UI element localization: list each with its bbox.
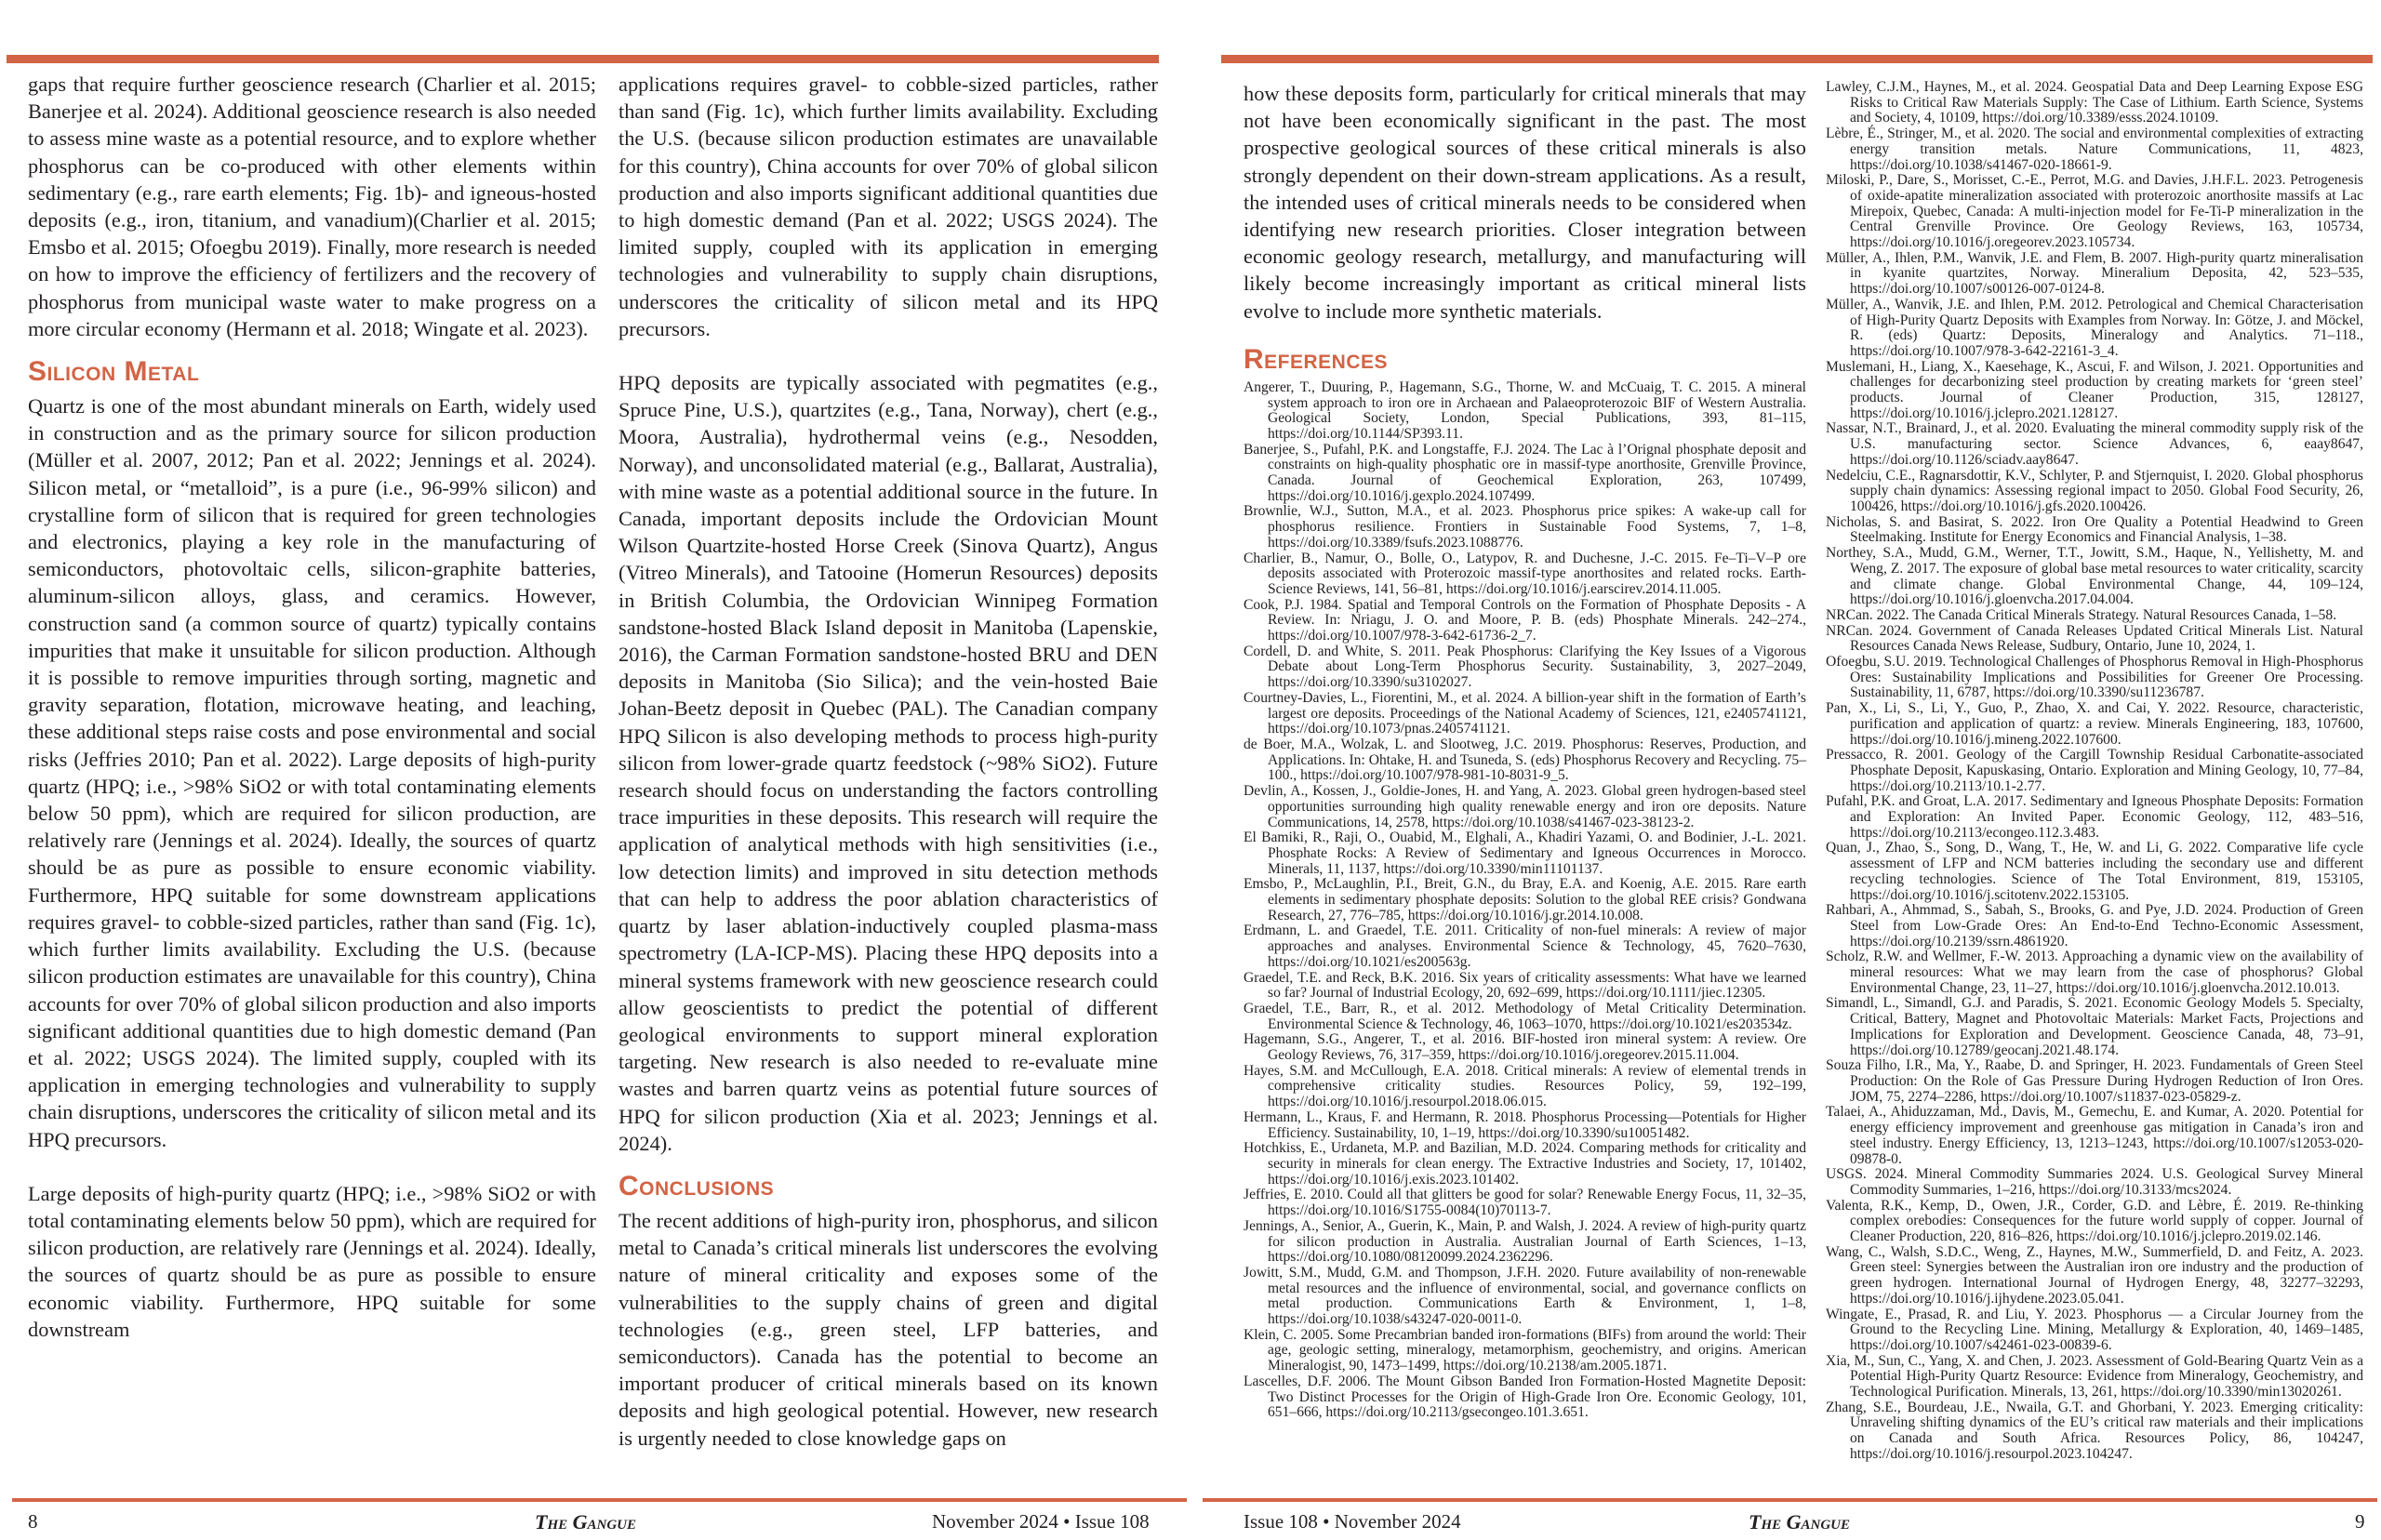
reference-item: Scholz, R.W. and Wellmer, F.-W. 2013. Approaching a dynamic view on the availability of mineral resources: What we may learn from the case of phosphorus? Global Environmental Change, 23, 11–27, https://doi.org/10.1016/j.gloenvcha.2012.10.013.	[1826, 949, 2363, 996]
reference-item: Pufahl, P.K. and Groat, L.A. 2017. Sedimentary and Igneous Phosphate Deposits: Formation and Exploration: An Invited Paper. Economic Geology, 112, 483–516, https://doi.org/10.2113/econgeo.112.3.483.	[1826, 793, 2363, 841]
publication-name: The Gangue	[1749, 1510, 1851, 1533]
section-heading-references: References	[1244, 343, 1389, 375]
paragraph-silicon-1: Quartz is one of the most abundant minerals on Earth, widely used in construction and as the primary source for silicon production (Müller et al. 2007, 2012; Pan et al. 2022; Jennings et al. 2024). Silicon metal, or “metalloid”, is a pure (i.e., 96-99% silicon) and crystalline form of silicon that is required for green technologies and electronics, playing a key role in the manufacturing of semiconductors, photovoltaic cells, silicon-graphite batteries, aluminum-silicon alloys, glass, and ceramics. However, construction sand (a common source of quartz) typically contains impurities that make it unsuitable for silicon production. Although it is possible to remove impurities through sorting, magnetic and gravity separation, flotation, microwave heating, and leaching, these additional steps raise costs and pose environmental and social risks (Jeffries 2010; Pan et al. 2022). Large deposits of high-purity quartz (HPQ; i.e., >98% SiO2 or with total contaminating elements below 50 ppm), which are required for silicon production, are relatively rare (Jennings et al. 2024). Ideally, the sources of quartz should be as pure as possible to ensure economic viability. Furthermore, HPQ suitable for some downstream applications requires gravel- to cobble-sized particles, rather than sand (Fig. 1c), which further limits availability. Excluding the U.S. (because silicon production estimates are unavailable for this country), China accounts for over 70% of global silicon production and also imports significant additional quantities due to high domestic demand (Pan et al. 2022; USGS 2024). The limited supply, coupled with its application in emerging technologies and vulnerability to supply chain disruptions, underscores the criticality of silicon metal and its HPQ precursors.	[28, 394, 596, 1151]
page-8	[0, 0, 1190, 1540]
reference-item: Klein, C. 2005. Some Precambrian banded iron-formations (BIFs) from around the world: Their age, geologic setting, mineralogy, metamorphism, geochemistry, and origins. American Mineralogist, 90, 1473–1499, https://doi.org/10.2138/am.2005.1871.	[1244, 1326, 1806, 1374]
reference-list	[1244, 380, 1806, 1421]
reference-item: Graedel, T.E. and Reck, B.K. 2016. Six years of criticality assessments: What have we learned so far? Journal of Industrial Ecology, 20, 692–699, https://doi.org/10.1111/jiec.12305.	[1244, 969, 1806, 1002]
reference-item: Talaei, A., Ahiduzzaman, Md., Davis, M., Gemechu, E. and Kumar, A. 2020. Potential for energy efficiency improvement and greenhouse gas mitigation in Canada’s iron and steel industry. Energy Efficiency, 13, 1213–1243, https://doi.org/10.1007/s12053-020-09878-0.	[1826, 1104, 2363, 1167]
publication-name: The Gangue	[535, 1510, 637, 1533]
reference-item: Graedel, T.E., Barr, R., et al. 2012. Methodology of Metal Criticality Determination. Environmental Science & Technology, 46, 1063–1070, https://doi.org/10.1021/es203534z.	[1244, 1000, 1806, 1032]
paragraph-conclusions: The recent additions of high-purity iron, phosphorus, and silicon metal to Canada’s critical minerals list underscores the evolving nature of mineral criticality and exposes some of the vulnerabilities to the supply chains of green and digital technologies (e.g., green steel, LFP batteries, and semiconductors). Canada has the potential to become an important producer of critical minerals based on its known deposits and high geological potential. However, new research is urgently needed to close knowledge gaps on	[619, 1208, 1158, 1450]
reference-item: Angerer, T., Duuring, P., Hagemann, S.G., Thorne, W. and McCuaig, T. C. 2015. A mineral system approach to iron ore in Archaean and Palaeoproterozoic BIF of Western Australia. Geological Society, London, Special Publications, 393, 81–115, https://doi.org/10.1144/SP393.11.	[1244, 378, 1806, 442]
paragraph-silicon-2: Large deposits of high-purity quartz (HPQ; i.e., >98% SiO2 or with total contaminating elements below 50 ppm), which are required for silicon production, are relatively rare (Jennings et al. 2024). Ideally, the sources of quartz should be as pure as possible to ensure economic viability. Furthermore, HPQ suitable for some downstream	[28, 1181, 596, 1341]
paragraph-phosphorus-research: gaps that require further geoscience research (Charlier et al. 2015; Banerjee et al. 2024). Additional geoscience research is also needed to assess mine waste as a potential resource, and to explore whether phosphorus can be co-produced with other elements within sedimentary (e.g., rare earth elements; Fig. 1b)- and igneous-hosted deposits (e.g., iron, titanium, and vanadium)(Charlier et al. 2015; Emsbo et al. 2015; Ofoegbu 2019). Finally, more research is needed on how to improve the efficiency of fertilizers and the recovery of phosphorus from municipal waste water to make progress on a more circular economy (Hermann et al. 2018; Wingate et al. 2023).	[28, 73, 596, 340]
column-2	[619, 71, 1158, 1452]
reference-item: Devlin, A., Kossen, J., Goldie-Jones, H. and Yang, A. 2023. Global green hydrogen-based steel opportunities surrounding high quality renewable energy and iron ore deposits. Nature Communications, 14, 2578, https://doi.org/10.1038/s41467-023-38123-2.	[1244, 783, 1806, 830]
reference-item: Hotchkiss, E., Urdaneta, M.P. and Bazilian, M.D. 2024. Comparing methods for criticality and security in minerals for clean energy. The Extractive Industries and Society, 17, 101402, https://doi.org/10.1016/j.exis.2023.101402.	[1244, 1140, 1806, 1188]
reference-item: Cook, P.J. 1984. Spatial and Temporal Controls on the Formation of Phosphate Deposits - A Review. In: Nriagu, J. O. and Moore, P. B. (eds) Phosphate Minerals. 242–274., https://doi.org/10.1007/978-3-642-61736-2_7.	[1244, 596, 1806, 644]
reference-item: Lèbre, É., Stringer, M., et al. 2020. The social and environmental complexities of extracting energy transition metals. Nature Communications, 11, 4823, https://doi.org/10.1038/s41467-020-18661-9.	[1826, 126, 2363, 173]
reference-item: Courtney-Davies, L., Fiorentini, M., et al. 2024. A billion-year shift in the formation of Earth’s largest ore deposits. Proceedings of the National Academy of Sciences, 121, e2405741121, https://doi.org/10.1073/pnas.2405741121.	[1244, 689, 1806, 737]
reference-item: Jeffries, E. 2010. Could all that glitters be good for solar? Renewable Energy Focus, 11, 32–35, https://doi.org/10.1016/S1755-0084(10)70113-7.	[1244, 1187, 1806, 1219]
reference-item: Jennings, A., Senior, A., Guerin, K., Main, P. and Walsh, J. 2024. A review of high-purity quartz for silicon production in Australia. Australian Journal of Earth Sciences, 1–13, https://doi.org/10.1080/08120099.2024.2362296.	[1244, 1217, 1806, 1266]
reference-item: Nicholas, S. and Basirat, S. 2022. Iron Ore Quality a Potential Headwind to Green Steelmaking. Institute for Energy Economics and Financial Analysis, 1–38.	[1826, 513, 2363, 546]
page-number: 8	[28, 1510, 38, 1533]
reference-item: Xia, M., Sun, C., Yang, X. and Chen, J. 2023. Assessment of Gold-Bearing Quartz Vein as a Potential High-Purity Quartz Resource: Evidence from Mineralogy, Geochemistry, and Technological Purification. Minerals, 13, 261, https://doi.org/10.3390/min13020261.	[1826, 1352, 2363, 1401]
top-rule	[1221, 55, 2373, 63]
reference-item: Hermann, L., Kraus, F. and Hermann, R. 2018. Phosphorus Processing—Potentials for Higher Efficiency. Sustainability, 10, 1–19, https://doi.org/10.3390/su10051482.	[1244, 1109, 1806, 1141]
bottom-rule	[1203, 1498, 2377, 1502]
reference-item: Hagemann, S.G., Angerer, T., et al. 2016. BIF-hosted iron mineral system: A review. Ore Geology Reviews, 76, 317–359, https://doi.org/10.1016/j.oregeorev.2015.11.004.	[1244, 1031, 1806, 1064]
paragraph-silicon-continued: applications requires gravel- to cobble-sized particles, rather than sand (Fig. 1c), which further limits availability. Excluding the U.S. (because silicon production estimates are unavailable for this country), China accounts for over 70% of global silicon production and also imports significant additional quantities due to high domestic demand (Pan et al. 2022; USGS 2024). The limited supply, coupled with its application in emerging technologies and vulnerability to supply chain disruptions, underscores the criticality of silicon metal and its HPQ precursors.	[619, 73, 1158, 340]
reference-item: Banerjee, S., Pufahl, P.K. and Longstaffe, F.J. 2024. The Lac à l’Orignal phosphate deposit and constraints on high-quality phosphatic ore in massif-type anorthosite, Grenville Province, Canada. Journal of Geochemical Exploration, 263, 107499, https://doi.org/10.1016/j.gexplo.2024.107499.	[1244, 441, 1806, 504]
section-heading-silicon-metal: Silicon Metal	[28, 356, 200, 388]
reference-item: Wang, C., Walsh, S.D.C., Weng, Z., Haynes, M.W., Summerfield, D. and Feitz, A. 2023. Green steel: Synergies between the Australian iron ore industry and the production of green hydrogen. International Journal of Hydrogen Energy, 48, 32277–32293, https://doi.org/10.1016/j.ijhydene.2023.05.041.	[1826, 1243, 2363, 1307]
top-rule	[7, 55, 1159, 63]
reference-item: Miloski, P., Dare, S., Morisset, C.-E., Perrot, M.G. and Davies, J.H.F.L. 2023. Petrogenesis of oxide-apatite mineralization associated with proterozoic anorthosite massifs at Lac Mirepoix, Quebec, Canada: A multi-injection model for Fe-Ti-P mineralization in the Central Grenville Province. Ore Geology Reviews, 163, 105734, https://doi.org/10.1016/j.oregeorev.2023.105734.	[1826, 172, 2363, 251]
reference-item: Simandl, L., Simandl, G.J. and Paradis, S. 2021. Economic Geology Models 5. Specialty, Critical, Battery, Magnet and Photovoltaic Materials: Market Facts, Projections and Implications for Exploration and Development. Geoscience Canada, 48, 73–91, https://doi.org/10.12789/geocanj.2021.48.174.	[1826, 995, 2363, 1058]
reference-item: Charlier, B., Namur, O., Bolle, O., Latypov, R. and Duchesne, J.-C. 2015. Fe–Ti–V–P ore deposits associated with Proterozoic massif-type anorthosites and related rocks. Earth-Science Reviews, 141, 56–81, https://doi.org/10.1016/j.earscirev.2014.11.005.	[1244, 550, 1806, 597]
reference-item: Hayes, S.M. and McCullough, E.A. 2018. Critical minerals: A review of elemental trends in comprehensive criticality studies. Resources Policy, 59, 192–199, https://doi.org/10.1016/j.resourpol.2018.06.015.	[1244, 1062, 1806, 1110]
reference-item: Müller, A., Wanvik, J.E. and Ihlen, P.M. 2012. Petrological and Chemical Characterisation of High-Purity Quartz Deposits with Examples from Norway. In: Götze, J. and Möckel, R. (eds) Quartz: Deposits, Mineralogy and Analytics. 71–118., https://doi.org/10.1007/978-3-642-22161-3_4.	[1826, 296, 2363, 359]
reference-item: Lascelles, D.F. 2006. The Mount Gibson Banded Iron Formation-Hosted Magnetite Deposit: Two Distinct Processes for the Origin of High-Grade Iron Ore. Economic Geology, 101, 651–666, https://doi.org/10.2113/gsecongeo.101.3.651.	[1244, 1373, 1806, 1421]
paragraph-conclusions-continued: how these deposits form, particularly for critical minerals that may not have been economically significant in the past. The most prospective geological sources of these critical minerals is also strongly dependent on their down-stream applications. As a result, the intended uses of critical minerals needs to be considered when identifying new research priorities. Closer integration between economic geology research, metallurgy, and manufacturing will likely become increasingly important as critical mineral lists evolve to include more synthetic materials.	[1244, 82, 1806, 323]
reference-item: Muslemani, H., Liang, X., Kaesehage, K., Ascui, F. and Wilson, J. 2021. Opportunities and challenges for decarbonizing steel production by creating markets for ‘green steel’ products. Journal of Cleaner Production, 315, 128127, https://doi.org/10.1016/j.jclepro.2021.128127.	[1826, 358, 2363, 421]
reference-item: USGS. 2024. Mineral Commodity Summaries 2024. U.S. Geological Survey Mineral Commodity Summaries, 1–216, https://doi.org/10.3133/mcs2024.	[1826, 1166, 2363, 1198]
reference-item: Ofoegbu, S.U. 2019. Technological Challenges of Phosphorus Removal in High-Phosphorus Ores: Sustainability Implications and Possibilities for Greener Ore Processing. Sustainability, 11, 6787, https://doi.org/10.3390/su11236787.	[1826, 654, 2363, 701]
section-heading-conclusions: Conclusions	[619, 1170, 775, 1201]
reference-item: Souza Filho, I.R., Ma, Y., Raabe, D. and Springer, H. 2023. Fundamentals of Green Steel Production: On the Role of Gas Pressure During Hydrogen Reduction of Iron Ores. JOM, 75, 2274–2286, https://doi.org/10.1007/s11837-023-05829-z.	[1826, 1057, 2363, 1105]
page-number: 9	[2355, 1510, 2365, 1533]
reference-item: Jowitt, S.M., Mudd, G.M. and Thompson, J.F.H. 2020. Future availability of non-renewable metal resources and the influence of environmental, social, and governance conflicts on metal production. Communications Earth & Environment, 1, 1–8, https://doi.org/10.1038/s43247-020-0011-0.	[1244, 1264, 1806, 1328]
reference-item: El Bamiki, R., Raji, O., Ouabid, M., Elghali, A., Khadiri Yazami, O. and Bodinier, J.-L. 2021. Phosphate Rocks: A Review of Sedimentary and Igneous Occurrences in Morocco. Minerals, 11, 1137, https://doi.org/10.3390/min11101137.	[1244, 830, 1806, 877]
reference-item: NRCan. 2022. The Canada Critical Minerals Strategy. Natural Resources Canada, 1–58.	[1826, 606, 2337, 623]
reference-item: Cordell, D. and White, S. 2011. Peak Phosphorus: Clarifying the Key Issues of a Vigorous Debate about Long-Term Phosphorus Security. Sustainability, 3, 2027–2049, https://doi.org/10.3390/su3102027.	[1244, 643, 1806, 691]
reference-item: Brownlie, W.J., Sutton, M.A., et al. 2023. Phosphorus price spikes: A wake-up call for phosphorus resilience. Frontiers in Sustainable Food Systems, 7, 1–8, https://doi.org/10.3389/fsufs.2023.1088776.	[1244, 503, 1806, 551]
reference-item: Northey, S.A., Mudd, G.M., Werner, T.T., Jowitt, S.M., Haque, N., Yellishetty, M. and Weng, Z. 2017. The exposure of global base metal resources to water criticality, scarcity and climate change. Global Environmental Change, 44, 109–124, https://doi.org/10.1016/j.gloenvcha.2017.04.004.	[1826, 545, 2363, 608]
reference-item: Emsbo, P., McLaughlin, P.I., Breit, G.N., du Bray, E.A. and Koenig, A.E. 2015. Rare earth elements in sedimentary phosphate deposits: Solution to the global REE crisis? Gondwana Research, 27, 776–785, https://doi.org/10.1016/j.gr.2014.10.008.	[1244, 876, 1806, 923]
reference-item: NRCan. 2024. Government of Canada Releases Updated Critical Minerals List. Natural Resources Canada News Release, Sudbury, Ontario, June 10, 2024, 1.	[1826, 622, 2363, 655]
reference-item: Quan, J., Zhao, S., Song, D., Wang, T., He, W. and Li, G. 2022. Comparative life cycle assessment of LFP and NCM batteries including the secondary use and different recycling technologies. Science of The Total Environment, 819, 153105, https://doi.org/10.1016/j.scitotenv.2022.153105.	[1826, 840, 2363, 903]
reference-item: Erdmann, L. and Graedel, T.E. 2011. Criticality of non-fuel minerals: A review of major approaches and analyses. Environmental Science & Technology, 45, 7620–7630, https://doi.org/10.1021/es200563g.	[1244, 923, 1806, 970]
issue-date: Issue 108 • November 2024	[1244, 1510, 1461, 1533]
reference-item: Zhang, S.E., Bourdeau, J.E., Nwaila, G.T. and Ghorbani, Y. 2023. Emerging criticality: Unraveling shifting dynamics of the EU’s critical raw materials and their implications on Canada and South Africa. Resources Policy, 86, 104247, https://doi.org/10.1016/j.resourpol.2023.104247.	[1826, 1399, 2363, 1462]
bottom-rule	[12, 1498, 1187, 1502]
paragraph-hpq-deposits: HPQ deposits are typically associated with pegmatites (e.g., Spruce Pine, U.S.), quartzites (e.g., Tana, Norway), chert (e.g., Moora, Australia), hydrothermal veins (e.g., Nesodden, Norway), and unconsolidated material (e.g., Ballarat, Australia), with mine waste as a potential additional source in the future. In Canada, important deposits include the Ordovician Mount Wilson Quartzite-hosted Horse Creek (Sinova Quartz), Angus (Vitreo Minerals), and Tatooine (Homerun Resources) deposits in British Columbia, the Ordovician Winnipeg Formation sandstone-hosted Black Island deposit in Manitoba (Lapenskie, 2016), the Carman Formation sandstone-hosted BRU and DEN deposits in Manitoba (Sio Silica); and the vein-hosted Baie Johan-Beetz deposit in Quebec (PAL). The Canadian company HPQ Silicon is also developing methods to process high-purity silicon from lower-grade quartz feedstock (~98% SiO2). Future research should focus on understanding the factors controlling trace impurities in these deposits. This research will require the application of analytical methods with high sensitivities (i.e., low detection limits) and improved in situ detection methods that can help to address the poor ablation characteristics of quartz by laser ablation-inductively coupled plasma-mass spectrometry (LA-ICP-MS). Placing these HPQ deposits into a mineral systems framework with new geoscience research could allow geoscientists to predict the potential of different geological environments to support mineral exploration targeting. New research is also needed to re-evaluate mine wastes and barren quartz veins as potential future sources of HPQ for silicon production (Xia et al. 2023; Jennings et al. 2024).	[619, 371, 1158, 1155]
reference-list	[1826, 80, 2363, 1463]
reference-item: Müller, A., Ihlen, P.M., Wanvik, J.E. and Flem, B. 2007. High-purity quartz mineralisation in kyanite quartzites, Norway. Mineralium Deposita, 42, 523–535, https://doi.org/10.1007/s00126-007-0124-8.	[1826, 249, 2363, 298]
reference-item: Nassar, N.T., Brainard, J., et al. 2020. Evaluating the mineral commodity supply risk of the U.S. manufacturing sector. Science Advances, 6, eaay8647, https://doi.org/10.1126/sciadv.aay8647.	[1826, 420, 2363, 468]
reference-item: Lawley, C.J.M., Haynes, M., et al. 2024. Geospatial Data and Deep Learning Expose ESG Risks to Critical Raw Materials Supply: The Case of Lithium. Earth Science, Systems and Society, 4, 10109, https://doi.org/10.3389/esss.2024.10109.	[1826, 79, 2363, 126]
reference-item: Pressacco, R. 2001. Geology of the Cargill Township Residual Carbonatite-associated Phosphate Deposit, Kapuskasing, Ontario. Exploration and Mining Geology, 10, 77–84, https://doi.org/10.2113/10.1-2.77.	[1826, 747, 2363, 794]
page-9	[1190, 0, 2381, 1540]
reference-item: de Boer, M.A., Wolzak, L. and Slootweg, J.C. 2019. Phosphorus: Reserves, Production, and Applications. In: Ohtake, H. and Tsuneda, S. (eds) Phosphorus Recovery and Recycling. 75–100., https://doi.org/10.1007/978-981-10-8031-9_5.	[1244, 737, 1806, 784]
reference-item: Pan, X., Li, S., Li, Y., Guo, P., Zhao, X. and Cai, Y. 2022. Resource, characteristic, purification and application of quartz: a review. Minerals Engineering, 183, 107600, https://doi.org/10.1016/j.mineng.2022.107600.	[1826, 700, 2363, 748]
reference-item: Wingate, E., Prasad, R. and Liu, Y. 2023. Phosphorus — a Circular Journey from the Ground to the Recycling Line. Mining, Metallurgy & Exploration, 40, 1469–1485, https://doi.org/10.1007/s42461-023-00839-6.	[1826, 1306, 2363, 1353]
reference-item: Nedelciu, C.E., Ragnarsdottir, K.V., Schlyter, P. and Stjernquist, I. 2020. Global phosphorus supply chain dynamics: Assessing regional impact to 2050. Global Food Security, 26, 100426, https://doi.org/10.1016/j.gfs.2020.100426.	[1826, 467, 2363, 514]
reference-item: Rahbari, A., Ahmmad, S., Sabah, S., Brooks, G. and Pye, J.D. 2024. Production of Green Steel from Low-Grade Ores: An End-to-End Techno-Economic Assessment, https://doi.org/10.2139/ssrn.4861920.	[1826, 902, 2363, 949]
column-2	[1826, 80, 2363, 1463]
column-1	[28, 71, 596, 1343]
reference-item: Valenta, R.K., Kemp, D., Owen, J.R., Corder, G.D. and Lèbre, É. 2019. Re-thinking complex orebodies: Consequences for the future world supply of copper. Journal of Cleaner Production, 220, 816–826, https://doi.org/10.1016/j.jclepro.2019.02.146.	[1826, 1197, 2363, 1245]
column-1	[1244, 80, 1806, 1421]
issue-date: November 2024 • Issue 108	[932, 1510, 1150, 1533]
